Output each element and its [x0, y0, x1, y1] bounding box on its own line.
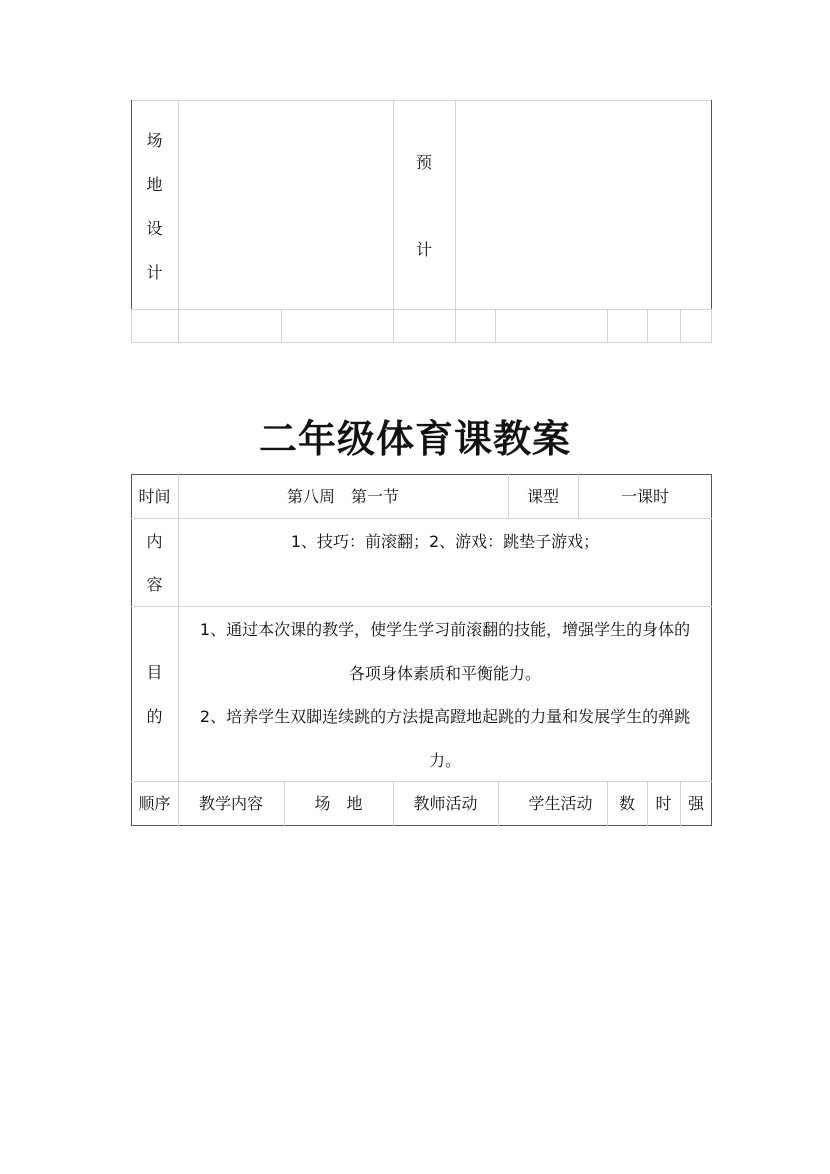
site-design-label: 计: [146, 263, 163, 282]
goal-label: 目: [146, 663, 163, 682]
goal-line: 2、培养学生双脚连续跳的方法提高蹬地起跳的力量和发展学生的弹跳: [199, 707, 691, 726]
site-design-label: 地: [146, 175, 163, 194]
header-content: 教学内容: [198, 794, 263, 813]
time-label: 时间: [138, 487, 171, 506]
site-design-label: 场: [146, 131, 163, 150]
content-label: 内: [146, 532, 163, 551]
estimate-label: 预: [415, 153, 432, 172]
header-order: 顺序: [138, 794, 171, 813]
type-value: 一课时: [620, 487, 669, 506]
time-value: 第八周 第一节: [286, 487, 399, 506]
site-design-label: 设: [146, 219, 163, 238]
goal-line: 力。: [428, 751, 461, 770]
goal-line: 各项身体素质和平衡能力。: [348, 664, 541, 683]
type-label: 课型: [526, 487, 559, 506]
goal-label: 的: [146, 707, 163, 726]
header-teacher: 教师活动: [413, 794, 478, 813]
page-title: 二年级体育课教案: [258, 417, 571, 461]
header-intensity: 强: [687, 794, 704, 813]
goal-line: 1、通过本次课的教学，使学生学习前滚翻的技能，增强学生的身体的: [199, 620, 691, 639]
content-label: 容: [146, 575, 163, 594]
content-value: 1、技巧：前滚翻；2、游戏：跳垫子游戏；: [290, 532, 600, 551]
header-student: 学生活动: [528, 794, 593, 813]
header-time: 时: [655, 794, 672, 813]
header-site: 场 地: [314, 794, 363, 813]
estimate-label: 计: [415, 240, 432, 259]
header-count: 数: [618, 794, 635, 813]
